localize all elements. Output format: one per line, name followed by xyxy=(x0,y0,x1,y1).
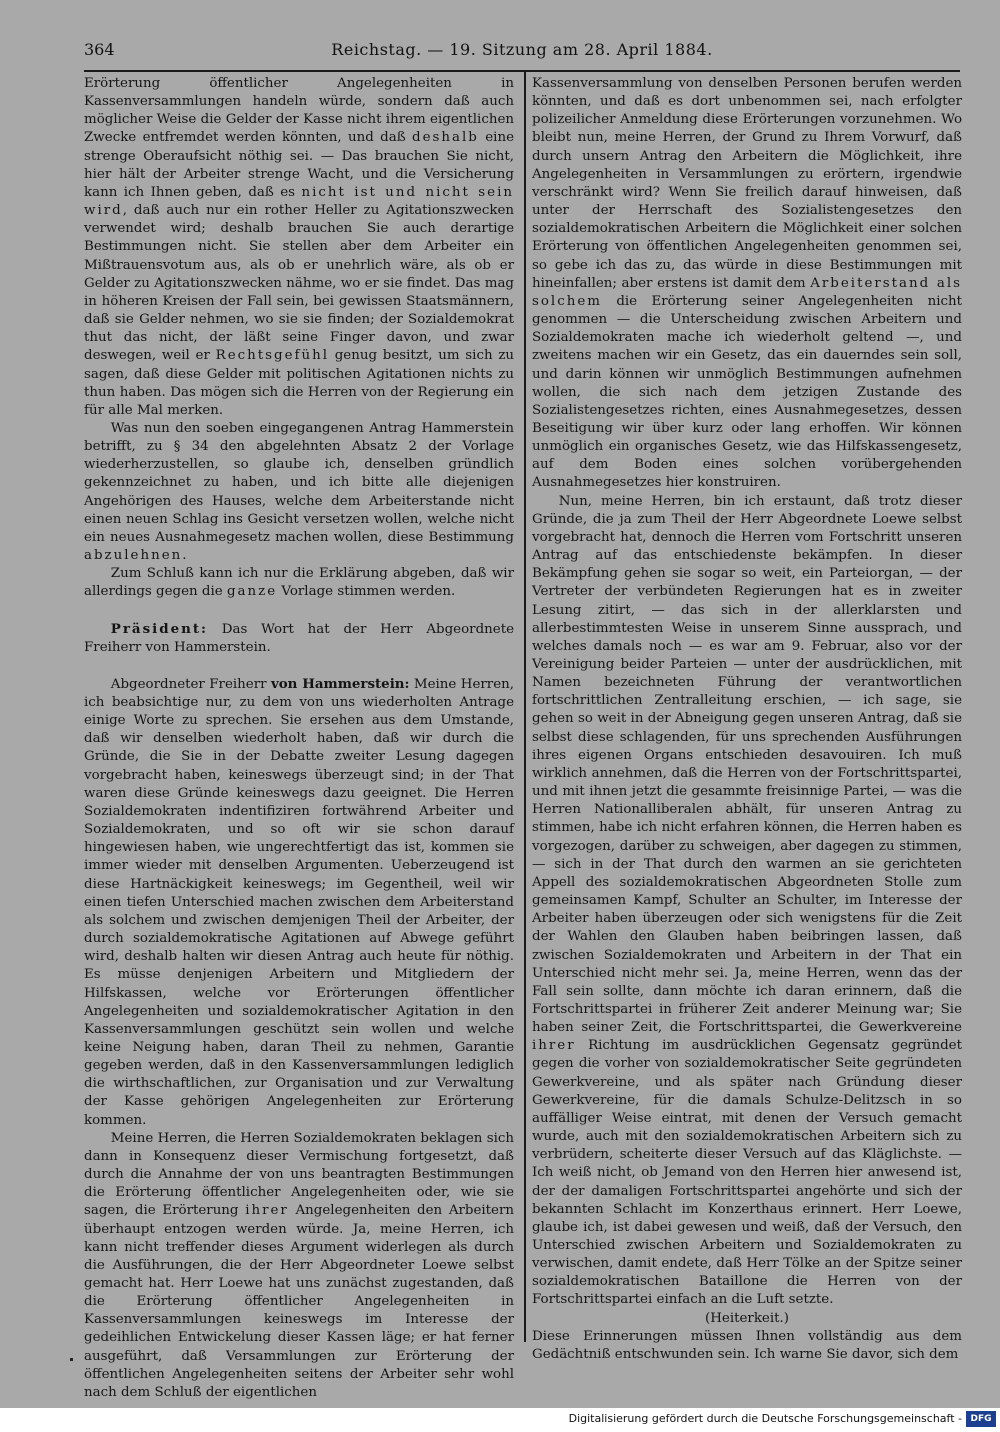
page-number: 364 xyxy=(84,40,115,59)
speaker-name: von Hammerstein: xyxy=(270,675,410,692)
spacer xyxy=(84,657,514,675)
paragraph: Meine Herren, die Herren Sozialdemokraten beklagen sich dann in Konsequenz dieser Vermischung fortgesetzt, daß durch die Annahme der von uns beantragten Bestimmungen die Erörterung öffentlicher Angelegenheiten oder, wie sie sagen, die Erörterung ihrer Angelegenheiten den Arbeitern überhaupt entzogen werden würde. Ja, meine Herren, ich kann nicht treffender dieses Argument widerlegen als durch die Ausführungen, die der Herr Abgeordneter Loewe selbst gemacht hat. Herr Loewe hat uns zunächst zugestanden, daß die Erörterung öffentlicher Angelegenheiten in Kassenversammlungen keineswegs im Interesse der gedeihlichen Entwickelung dieser Kassen läge; er hat ferner ausgeführt, daß Versammlungen zur Erörterung der öffentlichen Angelegenheiten seitens der Arbeiter sehr wohl nach dem Schluß der eigentlichen xyxy=(84,1130,515,1400)
paragraph: Erörterung öffentlicher Angelegenheiten in Kassenversammlungen handeln würde, sondern daß auch möglicher Weise die Gelder der Kasse nicht ihrem eigentlichen Zwecke entfremdet werden könnten, und daß deshalb eine strenge Oberaufsicht nöthig sei. — Das brauchen Sie nicht, hier hält der Arbeiter strenge Wacht, und die Versicherung kann ich Ihnen geben, daß es nicht ist und nicht sein wird, daß auch nur ein rother Heller zu Agitationszwecken verwendet wird; deshalb brauchen Sie auch derartige Bestimmungen nicht. Sie stellen aber dem Arbeiter ein Mißtrauensvotum aus, als ob er unehrlich wäre, als ob er Gelder zu Agitationszwecken nähme, wo er sie findet. Das mag in höheren Kreisen der Fall sein, bei gewissen Staatsmännern, daß sie Gelder nehmen, wo sie sie finden; der Sozialdemokrat thut das nicht, der läßt seine Finger davon, und zwar deswegen, weil er Rechtsgefühl genug besitzt, um sich zu sagen, daß diese Gelder mit politischen Agitationen nichts zu thun haben. Das mögen sich die Herren von der Regierung ein für alle Mal merken. xyxy=(84,76,514,418)
funding-credit: Digitalisierung gefördert durch die Deutsche Forschungsgemeinschaft - xyxy=(568,1412,962,1425)
scan-dot xyxy=(70,1358,73,1361)
interjection: (Heiterkeit.) xyxy=(705,1310,789,1326)
president-statement: Präsident: Das Wort hat der Herr Abgeordnete Freiherr von Hammerstein. xyxy=(84,620,514,655)
paragraph: Was nun den soeben eingegangenen Antrag Hammerstein betrifft, zu § 34 den abgelehnten Absatz 2 der Vorlage wiederherzustellen, so glaube ich, denselben gründlich gekennzeichnet zu haben, und ich bitte alle diejenigen Angehörigen des Hauses, welche dem Arbeiterstande nicht einen neuen Schlag ins Gesicht versetzen wollen, welche nicht ein neues Ausnahmegesetz machen wollen, diese Bestimmung abzulehnen. xyxy=(84,420,514,564)
dfg-logo: DFG xyxy=(966,1411,996,1427)
column-divider xyxy=(524,72,526,1342)
spacer xyxy=(84,602,514,620)
paragraph: Kassenversammlung von denselben Personen berufen werden könnten, und daß es dort unbenommen sei, nach erfolgter polizeilicher Anmeldung diese Erörterungen vorzunehmen. Wo bleibt nun, meine Herren, der Grund zu Ihrem Vorwurf, daß durch unsern Antrag den Arbeitern die Möglichkeit, ihre Angelegenheiten in Versammlungen zu erörtern, irgendwie verschränkt wird? Wenn Sie freilich darauf hinweisen, daß unter der Herrschaft des Sozialistengesetzes den sozialdemokratischen Arbeitern die Möglichkeit einer solchen Erörterung von öffentlichen Angelegenheiten genommen sei, so gebe ich das zu, das würde in diese Bestimmungen mit hineinfallen; aber erstens ist damit dem Arbeiterstand als solchem die Erörterung seiner Angelegenheiten nicht genommen — die Unterscheidung zwischen Arbeitern und Sozialdemokraten mache ich wiederholt geltend —, und zweitens machen wir ein Gesetz, das ein dauerndes sein soll, und darin können wir unmöglich Bestimmungen aufnehmen wollen, die sich nach dem jetzigen Zustande des Sozialistengesetzes richten, eines Ausnahmegesetzes, dessen Beseitigung wir über kurz oder lang erhoffen. Wir können unmöglich ein organisches Gesetz, wie das Hilfskassengesetz, auf dem Boden eines solchen vorübergehenden Ausnahmegesetzes hier konstruiren. xyxy=(532,76,962,491)
footer-bar xyxy=(0,1408,1000,1432)
speech-paragraph: Abgeordneter Freiherr von Hammerstein: Meine Herren, ich beabsichtige nur, zu dem von uns wiederholten Antrage einige Worte zu sprechen. Sie ersehen aus dem Umstande, daß wir denselben wiederholt haben, daß wir durch die Gründe, die Sie in der Debatte zweiter Lesung dagegen vorgebracht haben, keineswegs überzeugt sind; in der That waren diese Gründe keineswegs dazu geeignet. Die Herren Sozialdemokraten indentifiziren fortwährend Arbeiter und Sozialdemokraten, und so oft wir sie schon darauf hingewiesen haben, wie ungerechtfertigt das ist, kommen sie immer wieder mit denselben Argumenten. Ueberzeugend ist diese Hartnäckigkeit keineswegs; im Gegentheil, weil wir einen tiefen Unterschied machen zwischen dem Arbeiterstand als solchem und zwischen demjenigen Theil der Arbeiter, der durch sozialdemokratische Agitationen auf Abwege geführt wird, deshalb halten wir diesen Antrag auch heute für nöthig. Es müsse denjenigen Arbeitern und Mitgliedern der Hilfskassen, welche vor Erörterungen öffentlicher Angelegenheiten und sozialdemokratischer Agitation in den Kassenversammlungen geschützt sein wollen und welche keine Neigung haben, daran Theil zu nehmen, Garantie gegeben werden, daß in den Kassenversammlungen lediglich die wirthschaftlichen, zur Organisation und zur Verwaltung der Kasse gehörigen Angelegenheiten zur Erörterung kommen. xyxy=(84,675,514,1128)
paragraph: Diese Erinnerungen müssen Ihnen vollständig aus dem Gedächtniß entschwunden sein. Ich warne Sie davor, sich dem xyxy=(532,1328,962,1362)
right-column xyxy=(532,75,962,1362)
speaker-label: Präsident: xyxy=(110,620,208,637)
left-column xyxy=(84,75,515,1400)
running-title: Reichstag. — 19. Sitzung am 28. April 1884. xyxy=(331,40,713,59)
header-rule xyxy=(84,70,960,72)
page-header xyxy=(84,40,960,64)
paragraph: Zum Schluß kann ich nur die Erklärung abgeben, daß wir allerdings gegen die ganze Vorlage stimmen werden. xyxy=(84,566,514,600)
paragraph: Nun, meine Herren, bin ich erstaunt, daß trotz dieser Gründe, die ja zum Theil der Herr Abgeordnete Loewe selbst vorgebracht hat, dennoch die Herren vom Fortschritt unseren Antrag auf das entschiedenste bekämpfen. In dieser Bekämpfung gehen sie sogar so weit, ein Parteiorgan, — der Vertreter der verbündeten Regierungen hat es in zweiter Lesung zitirt, — das sich in der allerklarsten und allerbestimmtesten Weise in unserem Sinne aussprach, und welches damals noch — es war am 9. Februar, also vor der Vereinigung beider Parteien — unter der ausdrücklichen, mit Namen bezeichneten Führung der verantwortlichen fortschrittlichen Zentralleitung erschien, — ich sage, sie gehen so weit in der Abneigung gegen unseren Antrag, daß sie selbst diese schlagenden, für uns sprechenden Ausführungen ihres eigenen Organs entschieden desavouiren. Ich muß wirklich annehmen, daß die Herren von der Fortschrittspartei, und mit ihnen jetzt die gesammte freisinnige Partei, — was die Herren Nationalliberalen abhält, für unseren Antrag zu stimmen, habe ich nicht erfahren können, die Herren haben es vorgezogen, darüber zu schweigen, aber dagegen zu stimmen, — sich in der That durch den warmen an sie gerichteten Appell des sozialdemokratischen Abgeordneten Stolle zum gemeinsamen Kampf, Schulter an Schulter, im Interesse der Arbeiter haben überzeugen oder sich wenigstens für die Zeit der Wahlen den Glauben haben beibringen lassen, daß zwischen Sozialdemokraten und Arbeitern in der That ein Unterschied nicht mehr sei. Ja, meine Herren, wenn das der Fall sein sollte, dann möchte ich daran erinnern, daß die Fortschrittspartei in früherer Zeit anderer Meinung war; Sie haben seiner Zeit, die Fortschrittspartei, die Gewerkvereine ihrer Richtung im ausdrücklichen Gegensatz gegründet gegen die vorher von sozialdemokratischer Seite gegründeten Gewerkvereine, und als später nach Gründung dieser Gewerkvereine, für die damals Schulze-Delitzsch in so auffälliger Weise eintrat, mit denen der Versuch gemacht wurde, auch mit den sozialdemokratischen Arbeitern sich zu verbrüdern, scheiterte dieser Versuch auf das Kläglichste. — Ich weiß nicht, ob Jemand von den Herren hier anwesend ist, der der damaligen Fortschrittspartei angehörte und sich der bekannten Schlacht im Konzerthaus erinnert. Herr Loewe, glaube ich, ist dabei gewesen und weiß, daß der Versuch, den Unterschied zwischen Arbeitern und Sozialdemokraten zu verwischen, damit endete, daß Herr Tölke an der Spitze seiner sozialdemokratischen Bataillone die Herren von der Fortschrittspartei einfach an die Luft setzte. xyxy=(532,493,962,1308)
